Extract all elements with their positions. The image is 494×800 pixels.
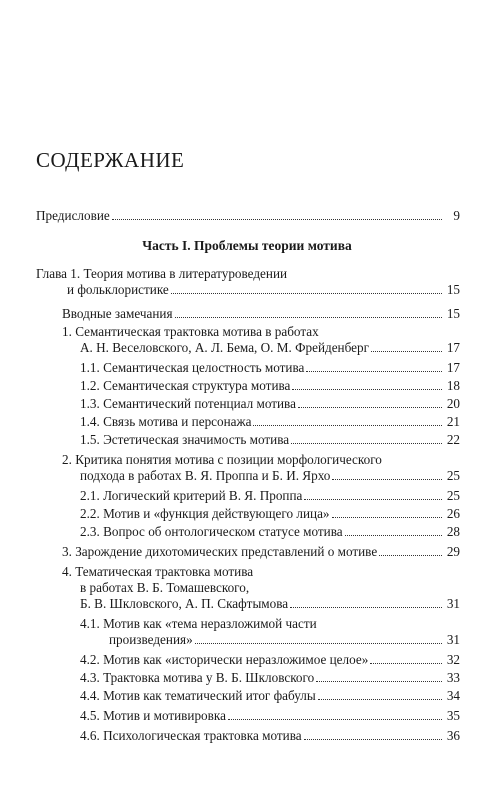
toc-page-number: 18 — [446, 378, 460, 393]
leader-dots — [345, 535, 442, 536]
toc-entry-title: 1.2. Семантическая структура мотива — [80, 378, 291, 393]
toc-page-number: 25 — [446, 488, 460, 503]
toc-page-number: 34 — [446, 688, 460, 703]
toc-page-number: 17 — [446, 360, 460, 375]
toc-section-title: 4. Тематическая трактовка мотива — [62, 564, 254, 579]
leader-dots — [291, 443, 442, 444]
leader-dots — [379, 555, 442, 556]
toc-page-number: 36 — [446, 728, 460, 743]
toc-entry-title: Предисловие — [36, 208, 110, 223]
toc-page-number: 21 — [446, 414, 460, 429]
toc-page-number: 31 — [446, 596, 460, 611]
toc-page-number: 31 — [446, 632, 460, 647]
leader-dots — [175, 317, 442, 318]
toc-section-title: в работах В. Б. Томашевского, — [80, 580, 250, 595]
leader-dots — [306, 371, 442, 372]
toc-page-number: 9 — [453, 208, 460, 223]
toc-page-number: 20 — [446, 396, 460, 411]
toc-chapter-title: Глава 1. Теория мотива в литературоведении — [36, 266, 288, 281]
toc-page-number: 29 — [446, 544, 460, 559]
toc-entry-4-6[interactable] — [80, 728, 460, 744]
leader-dots — [332, 479, 442, 480]
part-title: Часть I. Проблемы теории мотива — [142, 238, 352, 253]
toc-entry-title: 4.2. Мотив как «исторически неразложимое целое» — [80, 652, 369, 667]
toc-entry-section-1[interactable] — [80, 340, 460, 356]
toc-entry-2-1[interactable] — [80, 488, 460, 504]
toc-section-title: 1. Семантическая трактовка мотива в работах — [62, 324, 319, 339]
toc-entry-title: 1.5. Эстетическая значимость мотива — [80, 432, 290, 447]
toc-entry-title: 1.1. Семантическая целостность мотива — [80, 360, 305, 375]
leader-dots — [370, 663, 442, 664]
toc-entry-title: 4.3. Трактовка мотива у В. Б. Шкловского — [80, 670, 315, 685]
toc-entry-section-3[interactable] — [62, 544, 460, 560]
toc-entry-title: 1.4. Связь мотива и персонажа — [80, 414, 252, 429]
toc-entry-title: Б. В. Шкловского, А. П. Скафтымова — [80, 596, 289, 611]
toc-entry-1-1[interactable] — [80, 360, 460, 376]
toc-entry-2-2[interactable] — [80, 506, 460, 522]
toc-entry-2-3[interactable] — [80, 524, 460, 540]
toc-section-title: 2. Критика понятия мотива с позиции морфологического — [62, 452, 382, 467]
toc-entry-preface[interactable] — [36, 208, 460, 224]
toc-entry-1-4[interactable] — [80, 414, 460, 430]
toc-entry-4-1[interactable] — [109, 632, 460, 648]
page-title: СОДЕРЖАНИЕ — [36, 148, 185, 172]
leader-dots — [304, 739, 442, 740]
toc-page-number: 17 — [446, 340, 460, 355]
toc-page-number: 15 — [446, 282, 460, 297]
toc-entry-title: 4.5. Мотив и мотивировка — [80, 708, 226, 723]
toc-entry-4-4[interactable] — [80, 688, 460, 704]
toc-entry-title: подхода в работах В. Я. Проппа и Б. И. Ярхо — [80, 468, 331, 483]
leader-dots — [195, 643, 442, 644]
leader-dots — [171, 293, 442, 294]
leader-dots — [228, 719, 442, 720]
leader-dots — [316, 681, 442, 682]
toc-entry-4-5[interactable] — [80, 708, 460, 724]
leader-dots — [371, 351, 442, 352]
toc-section-title: 4.1. Мотив как «тема неразложимой части — [80, 616, 317, 631]
leader-dots — [290, 607, 442, 608]
toc-page-number: 33 — [446, 670, 460, 685]
leader-dots — [298, 407, 442, 408]
leader-dots — [292, 389, 442, 390]
toc-entry-section-2[interactable] — [80, 468, 460, 484]
toc-entry-title: 3. Зарождение дихотомических представлений о мотиве — [62, 544, 378, 559]
toc-page-number: 25 — [446, 468, 460, 483]
toc-entry-1-2[interactable] — [80, 378, 460, 394]
toc-page-number: 26 — [446, 506, 460, 521]
toc-entry-title: 2.3. Вопрос об онтологическом статусе мотива — [80, 524, 343, 539]
toc-entry-title: 4.4. Мотив как тематический итог фабулы — [80, 688, 316, 703]
leader-dots — [253, 425, 442, 426]
toc-page-number: 28 — [446, 524, 460, 539]
toc-entry-title: произведения» — [109, 632, 193, 647]
leader-dots — [332, 517, 442, 518]
toc-entry-1-3[interactable] — [80, 396, 460, 412]
toc-page-number: 35 — [446, 708, 460, 723]
toc-entry-title: 1.3. Семантический потенциал мотива — [80, 396, 296, 411]
toc-entry-title: Вводные замечания — [62, 306, 173, 321]
toc-entry-title: 2.1. Логический критерий В. Я. Проппа — [80, 488, 303, 503]
toc-page-number: 22 — [446, 432, 460, 447]
toc-page-number: 32 — [446, 652, 460, 667]
toc-entry-section-4[interactable] — [80, 596, 460, 612]
toc-entry-1-5[interactable] — [80, 432, 460, 448]
toc-entry-intro[interactable] — [62, 306, 460, 322]
leader-dots — [112, 219, 442, 220]
toc-entry-title: 4.6. Психологическая трактовка мотива — [80, 728, 302, 743]
leader-dots — [318, 699, 442, 700]
toc-entry-chapter-1[interactable] — [67, 282, 460, 298]
toc-entry-title: и фольклористике — [67, 282, 169, 297]
toc-entry-4-3[interactable] — [80, 670, 460, 686]
toc-entry-4-2[interactable] — [80, 652, 460, 668]
toc-page-number: 15 — [446, 306, 460, 321]
toc-entry-title: 2.2. Мотив и «функция действующего лица» — [80, 506, 330, 521]
leader-dots — [304, 499, 442, 500]
toc-entry-title: А. Н. Веселовского, А. Л. Бема, О. М. Фрейденберг — [80, 340, 370, 355]
